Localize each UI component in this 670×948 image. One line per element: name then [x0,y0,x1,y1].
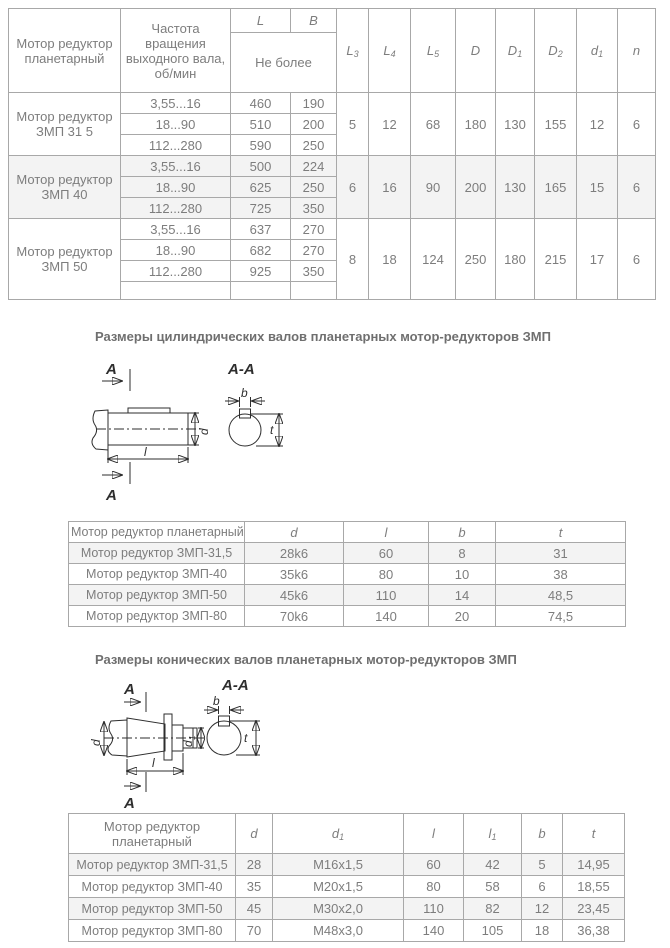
t2-r1-b: 10 [429,564,496,585]
t1-g2-n: 6 [618,219,656,300]
t1-g0-r2-L: 590 [231,135,291,156]
t1-header-L3 [337,9,369,93]
col-letter: D [507,42,518,58]
col-letter: d [590,42,599,58]
t3-r0-l: 60 [404,854,464,876]
t1-g0-r1-freq: 18...90 [121,114,231,135]
t2-header-t: t [496,522,626,543]
t2-header-b: b [429,522,496,543]
t3-r2-name: Мотор редуктор ЗМП-50 [69,898,236,920]
t1-header-L4 [369,9,411,93]
col-letter: L [346,42,354,58]
col-letter: d [250,825,258,841]
t1-header-D2 [535,9,577,93]
t1-g0-name: Мотор редуктор ЗМП 31 5 [9,93,121,156]
t1-g0-L3: 5 [337,93,369,156]
t1-g1-n: 6 [618,156,656,219]
t3-header-l1 [464,814,522,854]
t2-header-d: d [245,522,344,543]
t1-g2-r0-freq: 3,55...16 [121,219,231,240]
t2-r3-t: 74,5 [496,606,626,627]
t2-r0-b: 8 [429,543,496,564]
section-mark-a-bottom: A [106,487,117,504]
t2-header-l: l [344,522,429,543]
t3-r1-l: 80 [404,876,464,898]
t2-r0-d: 28k6 [245,543,344,564]
dim-label-d: d [89,739,103,746]
t1-g2-D1: 180 [496,219,535,300]
col-letter: l [432,825,435,841]
col-letter: L [383,42,391,58]
col-subscript: 1 [598,48,604,59]
t3-r0-b: 5 [522,854,563,876]
t3-r0-d: 28 [236,854,273,876]
t1-header-D [456,9,496,93]
overall-dimensions-table [8,8,656,300]
t3-r3-name: Мотор редуктор ЗМП-80 [69,920,236,942]
col-letter: b [538,825,546,841]
t1-g2-r1-L: 682 [231,240,291,261]
t2-r1-d: 35k6 [245,564,344,585]
t3-r0-name: Мотор редуктор ЗМП-31,5 [69,854,236,876]
t3-r1-d1: M20x1,5 [273,876,404,898]
t1-g2-D: 250 [456,219,496,300]
dim-label-l: l [144,445,147,459]
t1-header-d1 [577,9,618,93]
t3-r2-t: 23,45 [563,898,625,920]
t3-r0-d1: M16x1,5 [273,854,404,876]
col-letter: D [470,42,481,58]
t1-g2-r0-B: 270 [291,219,337,240]
t3-r3-t: 36,38 [563,920,625,942]
t1-g0-r1-L: 510 [231,114,291,135]
t2-r3-name: Мотор редуктор ЗМП-80 [69,606,245,627]
t3-r1-b: 6 [522,876,563,898]
t1-g0-r0-B: 190 [291,93,337,114]
t1-g1-L5: 90 [411,156,456,219]
dim-label-d: d [197,428,211,435]
t1-g2-name: Мотор редуктор ЗМП 50 [9,219,121,300]
col-subscript: 1 [491,831,497,842]
col-subscript: 5 [434,48,440,59]
t2-r0-l: 60 [344,543,429,564]
col-letter: l [488,825,492,841]
t1-header-L5 [411,9,456,93]
t1-g0-d1: 12 [577,93,618,156]
t3-r0-t: 14,95 [563,854,625,876]
t2-r3-b: 20 [429,606,496,627]
empty-cell [121,282,231,300]
t1-header-motor: Мотор редуктор планетарный [9,9,121,93]
t1-g2-r1-freq: 18...90 [121,240,231,261]
col-subscript: 1 [517,48,523,59]
t1-g0-L5: 68 [411,93,456,156]
t3-r2-d: 45 [236,898,273,920]
t1-g0-D2: 155 [535,93,577,156]
dim-label-d1-sub: 1 [188,735,197,740]
t1-g1-D2: 165 [535,156,577,219]
t1-g1-r0-B: 224 [291,156,337,177]
t2-r1-name: Мотор редуктор ЗМП-40 [69,564,245,585]
section-mark-a-bottom: A [124,795,135,812]
t1-g1-D: 200 [456,156,496,219]
t1-g0-D: 180 [456,93,496,156]
t3-r2-l1: 82 [464,898,522,920]
t2-r3-d: 70k6 [245,606,344,627]
t3-header-motor: Мотор редуктор планетарный [69,814,236,854]
t1-header-n [618,9,656,93]
t3-r3-d1: M48x3,0 [273,920,404,942]
t3-r1-name: Мотор редуктор ЗМП-40 [69,876,236,898]
dim-label-t: t [244,731,248,745]
t1-g1-r1-B: 250 [291,177,337,198]
t1-g0-n: 6 [618,93,656,156]
col-subscript: 2 [557,48,563,59]
t1-g1-D1: 130 [496,156,535,219]
t1-header-B: B [291,9,337,33]
cylindrical-shafts-heading: Размеры цилиндрических валов планетарных мотор-редукторов ЗМП [95,329,551,344]
section-view-title: A-A [228,361,255,378]
t1-g1-r2-B: 350 [291,198,337,219]
col-letter: d [331,825,340,841]
col-subscript: 1 [339,831,345,842]
conical-shafts-table [68,813,625,942]
t3-r2-d1: M30x2,0 [273,898,404,920]
t1-header-freq: Частота вращения выходного вала, об/мин [121,9,231,93]
t1-g2-L5: 124 [411,219,456,300]
dim-label-d1-base: d [181,740,195,747]
t1-g0-D1: 130 [496,93,535,156]
t1-g2-r2-B: 350 [291,261,337,282]
section-mark-a-top: A [106,361,117,378]
dim-label-l: l [152,756,155,770]
t1-g1-r1-L: 625 [231,177,291,198]
t3-r3-b: 18 [522,920,563,942]
t2-r2-d: 45k6 [245,585,344,606]
t3-header-t [563,814,625,854]
t3-r0-l1: 42 [464,854,522,876]
empty-cell [291,282,337,300]
col-letter: D [548,42,558,58]
t3-r3-d: 70 [236,920,273,942]
t1-g2-d1: 17 [577,219,618,300]
t1-header-not-more: Не более [231,33,337,93]
section-view-title: A-A [222,677,249,694]
t1-g0-r1-B: 200 [291,114,337,135]
col-subscript: 4 [390,48,396,59]
t3-r1-l1: 58 [464,876,522,898]
t3-r1-d: 35 [236,876,273,898]
t3-r2-b: 12 [522,898,563,920]
col-subscript: 3 [353,48,359,59]
t3-r1-t: 18,55 [563,876,625,898]
conical-shaft-drawing [80,676,310,813]
t1-g1-name: Мотор редуктор ЗМП 40 [9,156,121,219]
conical-shafts-heading: Размеры конических валов планетарных мотор-редукторов ЗМП [95,652,517,667]
dim-label-t: t [270,423,274,437]
t1-g2-L3: 8 [337,219,369,300]
t1-header-L: L [231,9,291,33]
t1-g2-D2: 215 [535,219,577,300]
t2-r0-name: Мотор редуктор ЗМП-31,5 [69,543,245,564]
t3-r2-l: 110 [404,898,464,920]
t1-g1-r1-freq: 18...90 [121,177,231,198]
col-letter: n [632,42,641,58]
col-letter: L [426,42,435,58]
t1-g1-r0-L: 500 [231,156,291,177]
col-letter: t [591,825,596,841]
empty-cell [231,282,291,300]
t2-r1-t: 38 [496,564,626,585]
t3-header-l [404,814,464,854]
t1-g0-r2-freq: 112...280 [121,135,231,156]
t3-header-b [522,814,563,854]
t3-header-d1 [273,814,404,854]
cylindrical-shafts-table [68,521,626,627]
t1-g0-r0-L: 460 [231,93,291,114]
t1-g2-r0-L: 637 [231,219,291,240]
t2-r3-l: 140 [344,606,429,627]
section-mark-a-top: A [124,681,135,698]
t1-g2-r2-freq: 112...280 [121,261,231,282]
t1-g1-d1: 15 [577,156,618,219]
dim-label-b: b [213,694,220,708]
t1-g1-r2-L: 725 [231,198,291,219]
key-outline [128,408,170,413]
dim-label-b: b [241,386,248,400]
t1-g2-r2-L: 925 [231,261,291,282]
t2-r2-t: 48,5 [496,585,626,606]
t2-r2-l: 110 [344,585,429,606]
t1-g0-L4: 12 [369,93,411,156]
t1-header-D1 [496,9,535,93]
t3-r3-l: 140 [404,920,464,942]
t1-g2-r1-B: 270 [291,240,337,261]
cylindrical-shaft-drawing [80,358,310,508]
t3-header-d [236,814,273,854]
t1-g0-r0-freq: 3,55...16 [121,93,231,114]
t1-g1-L3: 6 [337,156,369,219]
section-circle [229,414,261,446]
t1-g1-r2-freq: 112...280 [121,198,231,219]
t2-r2-name: Мотор редуктор ЗМП-50 [69,585,245,606]
t2-r0-t: 31 [496,543,626,564]
t2-r1-l: 80 [344,564,429,585]
t2-r2-b: 14 [429,585,496,606]
t1-g2-L4: 18 [369,219,411,300]
t1-g0-r2-B: 250 [291,135,337,156]
t3-r3-l1: 105 [464,920,522,942]
t2-header-motor: Мотор редуктор планетарный [69,522,245,543]
t1-g1-L4: 16 [369,156,411,219]
t1-g1-r0-freq: 3,55...16 [121,156,231,177]
machine-stub [92,410,108,450]
